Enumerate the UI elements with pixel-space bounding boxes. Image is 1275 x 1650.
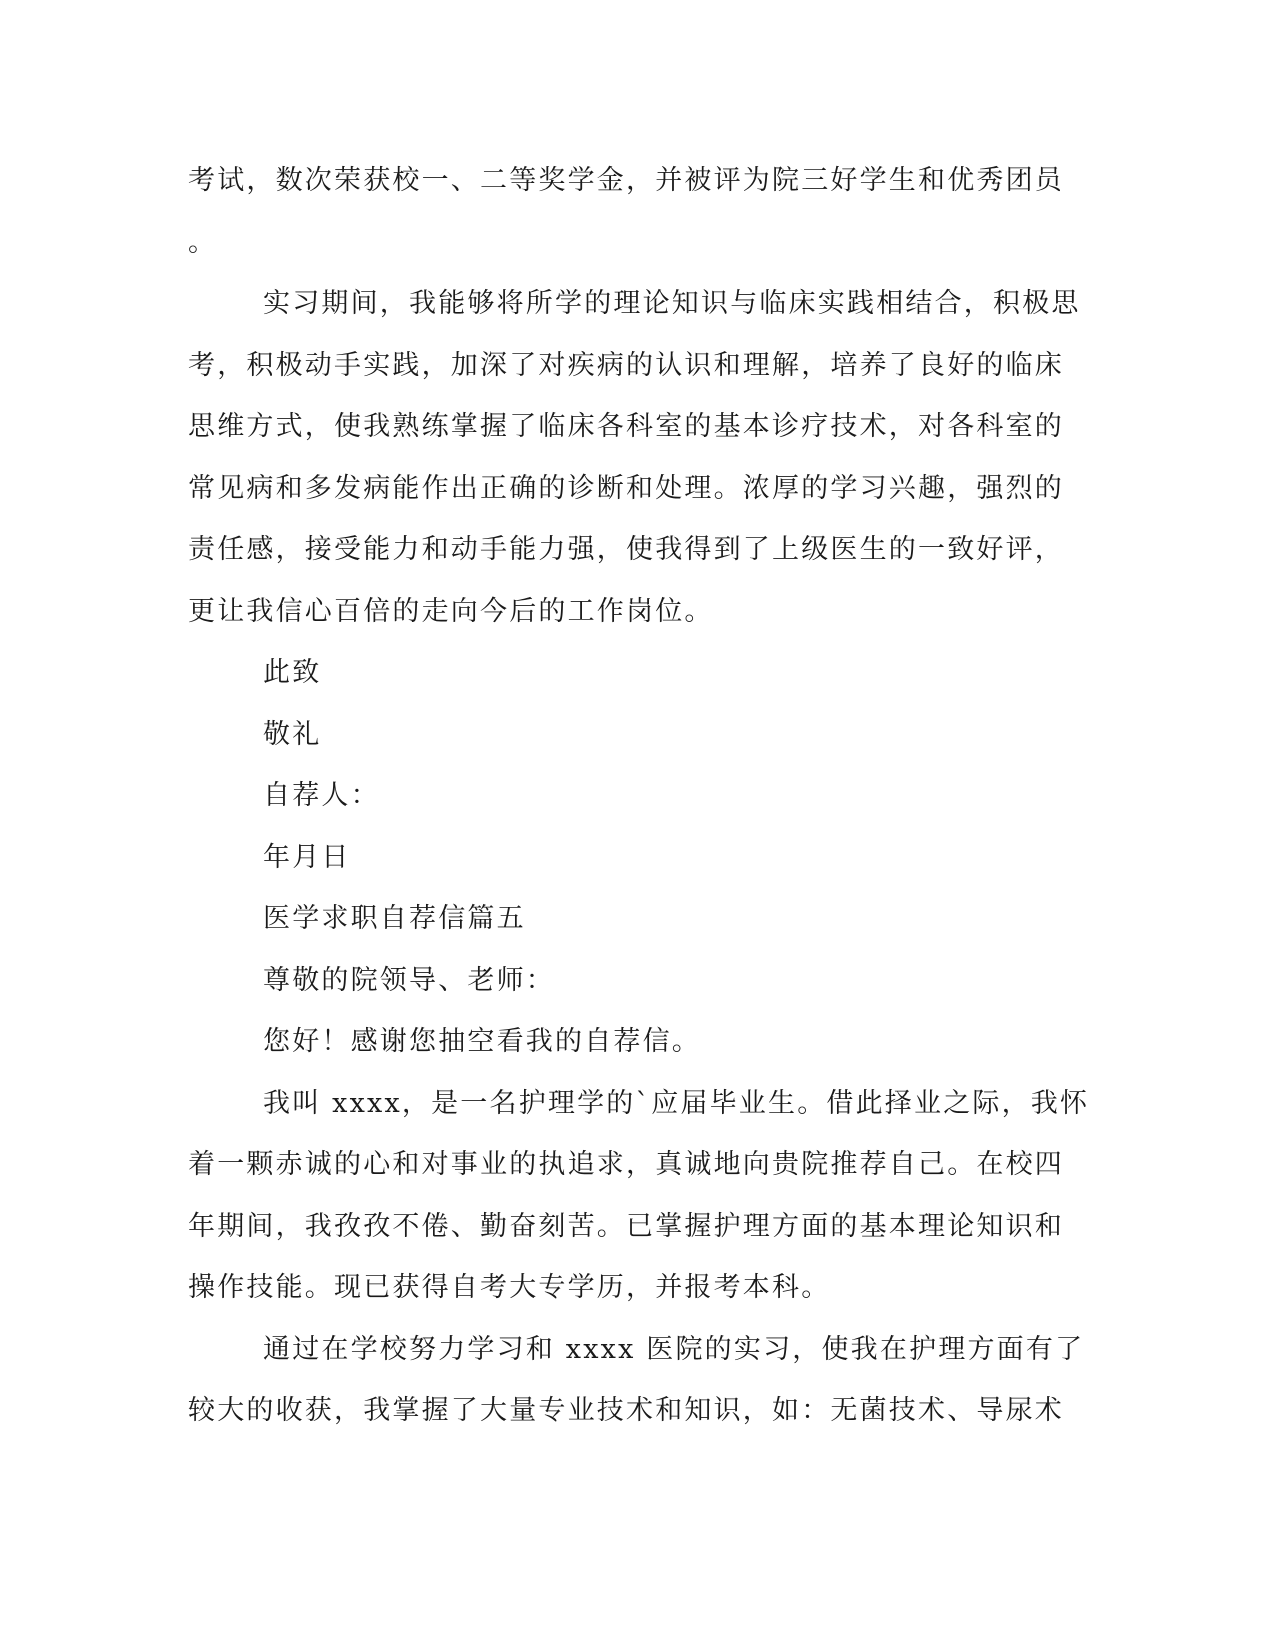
date-label: 年月日 [263, 841, 351, 873]
text-line: 考试，数次荣获校一、二等奖学金，并被评为院三好学生和优秀团员 [188, 165, 1064, 196]
text-line: 常见病和多发病能作出正确的诊断和处理。浓厚的学习兴趣，强烈的 [188, 472, 1064, 504]
text-line: 年期间，我孜孜不倦、勤奋刻苦。已掌握护理方面的基本理论知识和 [188, 1210, 1064, 1242]
greeting: 您好！感谢您抽空看我的自荐信。 [263, 1026, 701, 1057]
letter-body [188, 150, 1090, 1442]
text-line: 思维方式，使我熟练掌握了临床各科室的基本诊疗技术，对各科室的 [188, 411, 1064, 442]
text-line: 通过在学校努力学习和 xxxx 医院的实习，使我在护理方面有了 [263, 1333, 1085, 1365]
text-line: 更让我信心百倍的走向今后的工作岗位。 [188, 595, 714, 627]
text-line: 操作技能。现已获得自考大专学历，并报考本科。 [188, 1272, 831, 1303]
text-line: 较大的收获，我掌握了大量专业技术和知识，如：无菌技术、导尿术 [188, 1395, 1064, 1426]
text-line: 考，积极动手实践，加深了对疾病的认识和理解，培养了良好的临床 [188, 349, 1064, 381]
text-line: 实习期间，我能够将所学的理论知识与临床实践相结合，积极思 [263, 288, 1081, 319]
closing-regards: 敬礼 [263, 718, 322, 750]
closing-salutation: 此致 [263, 657, 322, 688]
text-line: 。 [188, 226, 218, 258]
text-line: 责任感，接受能力和动手能力强，使我得到了上级医生的一致好评， [188, 534, 1064, 565]
text-line: 我叫 xxxx，是一名护理学的`应届毕业生。借此择业之际，我怀 [263, 1087, 1090, 1119]
text-line: 着一颗赤诚的心和对事业的执追求，真诚地向贵院推荐自己。在校四 [188, 1149, 1064, 1180]
salutation: 尊敬的院领导、老师： [263, 964, 555, 996]
signature-label: 自荐人： [263, 780, 380, 811]
section-title: 医学求职自荐信篇五 [263, 903, 526, 934]
